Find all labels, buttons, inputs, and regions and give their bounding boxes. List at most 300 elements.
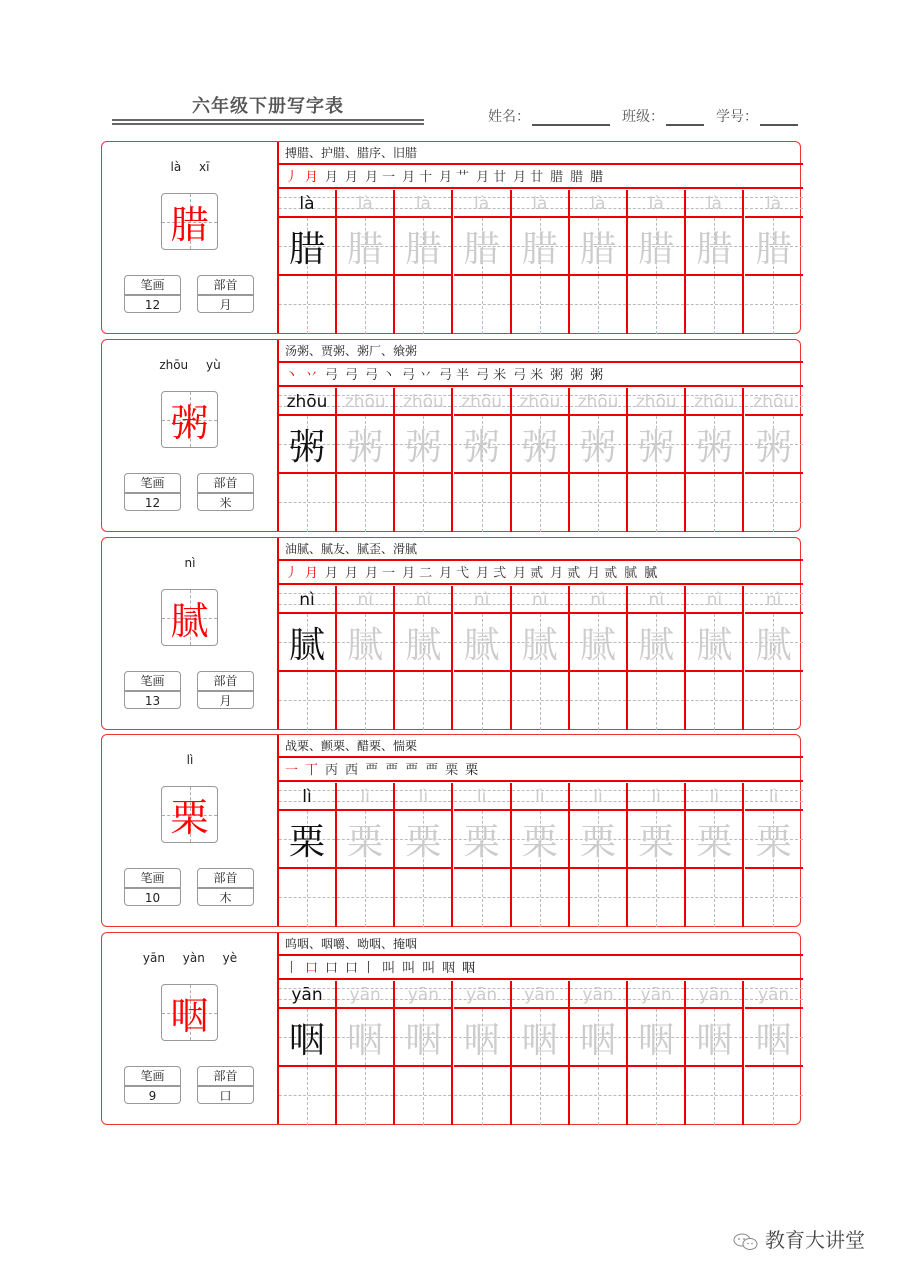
practice-column: [628, 783, 686, 927]
pinyin-cell[interactable]: [395, 783, 451, 811]
pinyin-cell[interactable]: [337, 388, 393, 416]
pinyin-cell[interactable]: [570, 586, 626, 614]
character-trace: 栗: [463, 821, 500, 863]
radical-value: 木: [219, 891, 232, 905]
pinyin-cell[interactable]: [745, 388, 803, 416]
pinyin-cell[interactable]: [570, 783, 626, 811]
stroke-step: 丿: [285, 566, 303, 581]
character-trace: 腊: [579, 228, 616, 270]
blank-practice-cell[interactable]: [279, 474, 335, 532]
pinyin-trace: nì: [648, 590, 664, 610]
character-trace: 腊: [288, 228, 325, 270]
pinyin-cell[interactable]: [337, 586, 393, 614]
blank-practice-cell[interactable]: [337, 869, 393, 927]
pinyin-trace: lì: [593, 787, 603, 807]
page-title: 六年级下册写字表: [192, 96, 344, 117]
character-cell[interactable]: [628, 614, 684, 672]
pinyin-trace: yān: [349, 985, 381, 1005]
character-trace: 腊: [463, 228, 500, 270]
blank-practice-cell[interactable]: [454, 276, 510, 334]
blank-practice-cell[interactable]: [628, 869, 684, 927]
stroke-step: 丷: [305, 368, 323, 383]
character-block: [101, 141, 801, 334]
stroke-step: 叫: [422, 961, 440, 976]
character-trace: 粥: [288, 426, 325, 468]
pinyin-cell[interactable]: [745, 190, 803, 218]
character-cell[interactable]: [686, 1009, 742, 1067]
pinyin-cell[interactable]: [512, 981, 568, 1009]
practice-column: [337, 190, 395, 334]
title-underline: [112, 119, 424, 121]
stroke-step: 月一: [365, 170, 400, 185]
radical-label: 部首: [198, 276, 253, 296]
stroke-step: 咽: [442, 961, 460, 976]
pinyin-cell[interactable]: [745, 586, 803, 614]
pinyin-cell[interactable]: [628, 981, 684, 1009]
blank-practice-cell[interactable]: [395, 276, 451, 334]
pinyin-cell[interactable]: [454, 586, 510, 614]
character-cell[interactable]: [745, 614, 803, 672]
blank-practice-cell[interactable]: [512, 474, 568, 532]
pinyin-cell[interactable]: [454, 190, 510, 218]
character-trace: 腻: [288, 624, 325, 666]
character-trace: 腊: [696, 228, 733, 270]
character-cell[interactable]: [686, 614, 742, 672]
stroke-count-value: 10: [144, 891, 161, 905]
pinyin-trace: yān: [757, 985, 790, 1005]
stroke-order: [279, 563, 803, 585]
blank-practice-cell[interactable]: [628, 672, 684, 730]
pinyin-cell[interactable]: [628, 783, 684, 811]
pinyin-trace: nì: [299, 590, 315, 610]
blank-practice-cell[interactable]: [570, 474, 626, 532]
character-block: [101, 932, 801, 1125]
character-cell[interactable]: [279, 1009, 335, 1067]
blank-practice-cell[interactable]: [512, 276, 568, 334]
pinyin-cell[interactable]: [512, 783, 568, 811]
character-cell[interactable]: [570, 811, 626, 869]
character-trace: 栗: [288, 821, 325, 863]
blank-practice-cell[interactable]: [570, 276, 626, 334]
character-cell[interactable]: [570, 1009, 626, 1067]
blank-practice-cell[interactable]: [686, 276, 742, 334]
class-blank[interactable]: [666, 110, 704, 126]
blank-practice-cell[interactable]: [337, 276, 393, 334]
model-character: 咽: [170, 994, 209, 1038]
pinyin-cell[interactable]: [454, 783, 510, 811]
number-blank[interactable]: [760, 110, 798, 126]
practice-grid: [279, 388, 803, 532]
character-trace: 粥: [755, 426, 792, 468]
pinyin-trace: nì: [473, 590, 490, 610]
blank-practice-cell[interactable]: [745, 474, 803, 532]
blank-practice-cell[interactable]: [628, 1067, 684, 1125]
pinyin-trace: zhōu: [635, 392, 677, 412]
radical-box: [197, 1066, 254, 1104]
character-trace: 腻: [696, 624, 733, 666]
practice-grid: [279, 783, 803, 927]
stroke-step: 月二: [402, 566, 437, 581]
character-cell[interactable]: [628, 811, 684, 869]
character-cell[interactable]: [337, 1009, 393, 1067]
blank-practice-cell[interactable]: [745, 869, 803, 927]
practice-column: [454, 388, 512, 532]
stroke-step: 弓丶: [365, 368, 400, 383]
character-trace: 腊: [521, 228, 558, 270]
pinyin-cell[interactable]: [279, 586, 335, 614]
character-cell[interactable]: [337, 218, 393, 276]
blank-practice-cell[interactable]: [279, 672, 335, 730]
title-underline-2: [112, 123, 424, 125]
stroke-step: 月: [345, 566, 363, 581]
blank-practice-cell[interactable]: [454, 474, 510, 532]
character-cell[interactable]: [745, 1009, 803, 1067]
practice-column: [686, 783, 744, 927]
stroke-order: [279, 365, 803, 387]
number-field[interactable]: [716, 106, 798, 126]
practice-column: [628, 388, 686, 532]
blank-practice-cell[interactable]: [628, 276, 684, 334]
character-cell[interactable]: [628, 218, 684, 276]
character-cell[interactable]: [279, 614, 335, 672]
pinyin-cell[interactable]: [395, 388, 451, 416]
character-trace: 腻: [521, 624, 558, 666]
pinyin-readings: zhōu yù: [159, 358, 221, 372]
stroke-count-value: 12: [144, 298, 161, 312]
stroke-step: 口: [305, 961, 323, 976]
practice-column: [570, 783, 628, 927]
character-trace: 咽: [696, 1019, 733, 1061]
practice-column: [745, 783, 803, 927]
blank-practice-cell[interactable]: [686, 474, 742, 532]
pinyin-trace: yān: [407, 985, 440, 1005]
character-cell[interactable]: [686, 218, 742, 276]
practice-column: [454, 586, 512, 730]
stroke-count-label: 笔画: [125, 869, 180, 889]
practice-panel: [277, 735, 803, 926]
practice-grid: [279, 190, 803, 334]
pinyin-trace: nì: [415, 590, 432, 610]
name-field[interactable]: [488, 106, 610, 126]
pinyin-cell[interactable]: [454, 981, 510, 1009]
blank-practice-cell[interactable]: [686, 869, 742, 927]
pinyin-trace: yān: [291, 985, 323, 1005]
blank-practice-cell[interactable]: [512, 1067, 568, 1125]
character-cell[interactable]: [454, 218, 510, 276]
practice-column: [512, 783, 570, 927]
pinyin-trace: lì: [709, 787, 720, 807]
stroke-step: 叫: [382, 961, 400, 976]
character-cell[interactable]: [395, 416, 451, 474]
pinyin-trace: zhōu: [461, 392, 503, 412]
stroke-count-label: 笔画: [125, 474, 180, 494]
example-words: 战栗、颤栗、醋栗、惴栗: [279, 735, 803, 758]
character-trace: 栗: [638, 821, 675, 863]
character-cell[interactable]: [512, 1009, 568, 1067]
practice-column: [454, 190, 512, 334]
character-cell[interactable]: [512, 218, 568, 276]
pinyin-cell[interactable]: [570, 981, 626, 1009]
pinyin-trace: là: [532, 194, 548, 214]
stroke-step: 栗: [465, 763, 483, 778]
stroke-step: 弓: [345, 368, 363, 383]
pinyin-cell[interactable]: [570, 388, 626, 416]
class-field[interactable]: [622, 106, 704, 126]
stroke-order: [279, 167, 803, 189]
pinyin-cell[interactable]: [512, 388, 568, 416]
pinyin-cell[interactable]: [279, 190, 335, 218]
character-trace: 咽: [405, 1019, 442, 1061]
character-cell[interactable]: [512, 811, 568, 869]
radical-label: 部首: [198, 672, 253, 692]
pinyin-cell[interactable]: [686, 783, 742, 811]
blank-practice-cell[interactable]: [570, 869, 626, 927]
pinyin-cell[interactable]: [395, 981, 451, 1009]
model-character-box: [161, 786, 218, 843]
radical-value: 月: [219, 298, 232, 312]
practice-column: [279, 388, 337, 532]
stroke-step: 覀: [385, 763, 403, 778]
practice-column: [570, 586, 628, 730]
stroke-step: 叫: [402, 961, 420, 976]
pinyin-trace: lì: [476, 787, 487, 807]
character-trace: 腻: [347, 624, 384, 666]
blank-practice-cell[interactable]: [337, 1067, 393, 1125]
pinyin-cell[interactable]: [686, 586, 742, 614]
character-cell[interactable]: [395, 614, 451, 672]
blank-practice-cell[interactable]: [279, 869, 335, 927]
character-cell[interactable]: [512, 614, 568, 672]
character-cell[interactable]: [454, 811, 510, 869]
character-cell[interactable]: [570, 218, 626, 276]
blank-practice-cell[interactable]: [454, 869, 510, 927]
blank-practice-cell[interactable]: [337, 672, 393, 730]
character-cell[interactable]: [628, 416, 684, 474]
character-info-panel: [102, 142, 278, 333]
pinyin-cell[interactable]: [628, 388, 684, 416]
practice-panel: [277, 538, 803, 729]
pinyin-trace: lì: [535, 787, 545, 807]
character-cell[interactable]: [337, 416, 393, 474]
practice-column: [570, 190, 628, 334]
pinyin-cell[interactable]: [454, 388, 510, 416]
stroke-step: 丅: [305, 763, 323, 778]
blank-practice-cell[interactable]: [570, 672, 626, 730]
character-cell[interactable]: [454, 1009, 510, 1067]
wechat-icon: [733, 1233, 759, 1251]
model-character: 腻: [170, 599, 209, 643]
blank-practice-cell[interactable]: [395, 474, 451, 532]
pinyin-trace: nì: [590, 590, 606, 610]
stroke-step: 月弋: [439, 566, 474, 581]
character-trace: 粥: [521, 426, 558, 468]
character-trace: 栗: [579, 821, 616, 863]
stroke-order: [279, 760, 803, 782]
character-cell[interactable]: [395, 811, 451, 869]
character-trace: 栗: [755, 821, 792, 863]
character-cell[interactable]: [686, 811, 742, 869]
blank-practice-cell[interactable]: [454, 672, 510, 730]
blank-practice-cell[interactable]: [686, 672, 742, 730]
radical-box: [197, 473, 254, 511]
pinyin-readings: lì: [186, 753, 194, 767]
pinyin-cell[interactable]: [686, 388, 742, 416]
pinyin-trace: yān: [465, 985, 498, 1005]
character-trace: 腊: [638, 228, 675, 270]
example-words: 汤粥、贾粥、粥厂、飨粥: [279, 340, 803, 363]
stroke-step: 覀: [405, 763, 423, 778]
stroke-step: 西: [345, 763, 363, 778]
pinyin-cell[interactable]: [395, 190, 451, 218]
pinyin-trace: là: [590, 194, 606, 214]
stroke-count-value: 13: [144, 694, 161, 708]
blank-practice-cell[interactable]: [279, 276, 335, 334]
stroke-step: 弓米: [476, 368, 511, 383]
stroke-step: 咽: [462, 961, 480, 976]
name-blank[interactable]: [532, 110, 610, 126]
pinyin-cell[interactable]: [337, 190, 393, 218]
pinyin-trace: lì: [302, 787, 312, 807]
pinyin-cell[interactable]: [570, 190, 626, 218]
pinyin-trace: nì: [765, 590, 782, 610]
blank-practice-cell[interactable]: [395, 672, 451, 730]
pinyin-cell[interactable]: [512, 586, 568, 614]
character-trace: 咽: [463, 1019, 500, 1061]
practice-column: [454, 783, 512, 927]
practice-column: [745, 586, 803, 730]
pinyin-trace: yān: [640, 985, 672, 1005]
character-cell[interactable]: [337, 811, 393, 869]
stroke-count-box: [124, 671, 181, 709]
pinyin-readings: là xī: [170, 160, 210, 174]
radical-box: [197, 275, 254, 313]
radical-label: 部首: [198, 1067, 253, 1087]
stroke-count-box: [124, 275, 181, 313]
stroke-step: 月艹: [439, 170, 474, 185]
character-cell[interactable]: [395, 1009, 451, 1067]
character-cell[interactable]: [570, 416, 626, 474]
pinyin-cell[interactable]: [686, 190, 742, 218]
pinyin-cell[interactable]: [395, 586, 451, 614]
character-trace: 粥: [696, 426, 733, 468]
blank-practice-cell[interactable]: [628, 474, 684, 532]
practice-column: [337, 586, 395, 730]
model-character-box: [161, 984, 218, 1041]
practice-column: [279, 783, 337, 927]
pinyin-trace: lì: [651, 787, 661, 807]
character-cell[interactable]: [279, 416, 335, 474]
practice-grid: [279, 981, 803, 1125]
blank-practice-cell[interactable]: [395, 869, 451, 927]
character-cell[interactable]: [686, 416, 742, 474]
blank-practice-cell[interactable]: [512, 869, 568, 927]
stroke-step: 覀: [425, 763, 443, 778]
character-trace: 腻: [755, 624, 792, 666]
practice-column: [454, 981, 512, 1125]
character-info-panel: [102, 933, 278, 1124]
character-cell[interactable]: [628, 1009, 684, 1067]
example-words: 搏腊、护腊、腊序、旧腊: [279, 142, 803, 165]
character-cell[interactable]: [745, 811, 803, 869]
stroke-step: 粥: [590, 368, 608, 383]
pinyin-cell[interactable]: [628, 190, 684, 218]
example-words: 油腻、腻友、腻歪、滑腻: [279, 538, 803, 561]
stroke-step: 月: [345, 170, 363, 185]
pinyin-trace: nì: [532, 590, 548, 610]
blank-practice-cell[interactable]: [279, 1067, 335, 1125]
stroke-count-box: [124, 868, 181, 906]
pinyin-cell[interactable]: [745, 981, 803, 1009]
model-character: 腊: [170, 203, 209, 247]
blank-practice-cell[interactable]: [512, 672, 568, 730]
pinyin-cell[interactable]: [337, 981, 393, 1009]
radical-box: [197, 868, 254, 906]
practice-column: [745, 388, 803, 532]
stroke-step: 月廿: [476, 170, 511, 185]
practice-column: [279, 981, 337, 1125]
blank-practice-cell[interactable]: [570, 1067, 626, 1125]
pinyin-cell[interactable]: [628, 586, 684, 614]
example-words: 呜咽、咽嚼、呦咽、掩咽: [279, 933, 803, 956]
pinyin-cell[interactable]: [279, 388, 335, 416]
watermark: [733, 1224, 865, 1253]
character-trace: 粥: [347, 426, 384, 468]
stroke-step: 腻: [624, 566, 642, 581]
character-trace: 咽: [521, 1019, 558, 1061]
character-cell[interactable]: [570, 614, 626, 672]
practice-column: [395, 783, 453, 927]
stroke-step: 覀: [365, 763, 383, 778]
character-cell[interactable]: [337, 614, 393, 672]
pinyin-readings: nì: [184, 556, 196, 570]
stroke-count-label: 笔画: [125, 1067, 180, 1087]
character-cell[interactable]: [279, 811, 335, 869]
practice-column: [512, 190, 570, 334]
blank-practice-cell[interactable]: [686, 1067, 742, 1125]
blank-practice-cell[interactable]: [395, 1067, 451, 1125]
character-cell[interactable]: [454, 416, 510, 474]
blank-practice-cell[interactable]: [745, 672, 803, 730]
pinyin-cell[interactable]: [279, 981, 335, 1009]
stroke-step: 月廿: [513, 170, 548, 185]
blank-practice-cell[interactable]: [745, 276, 803, 334]
character-cell[interactable]: [454, 614, 510, 672]
blank-practice-cell[interactable]: [337, 474, 393, 532]
character-trace: 腊: [405, 228, 442, 270]
character-cell[interactable]: [745, 218, 803, 276]
stroke-count-value: 12: [144, 496, 161, 510]
stroke-step: 弓米: [513, 368, 548, 383]
pinyin-cell[interactable]: [337, 783, 393, 811]
character-cell[interactable]: [745, 416, 803, 474]
pinyin-trace: zhōu: [753, 392, 795, 412]
pinyin-cell[interactable]: [686, 981, 742, 1009]
model-character-box: [161, 589, 218, 646]
blank-practice-cell[interactable]: [454, 1067, 510, 1125]
blank-practice-cell[interactable]: [745, 1067, 803, 1125]
pinyin-cell[interactable]: [745, 783, 803, 811]
character-cell[interactable]: [279, 218, 335, 276]
pinyin-trace: lì: [360, 787, 370, 807]
name-label: 姓名：: [488, 109, 530, 125]
pinyin-cell[interactable]: [279, 783, 335, 811]
practice-column: [628, 981, 686, 1125]
character-cell[interactable]: [395, 218, 451, 276]
character-cell[interactable]: [512, 416, 568, 474]
stroke-step: 月十: [402, 170, 437, 185]
practice-grid: [279, 586, 803, 730]
pinyin-cell[interactable]: [512, 190, 568, 218]
